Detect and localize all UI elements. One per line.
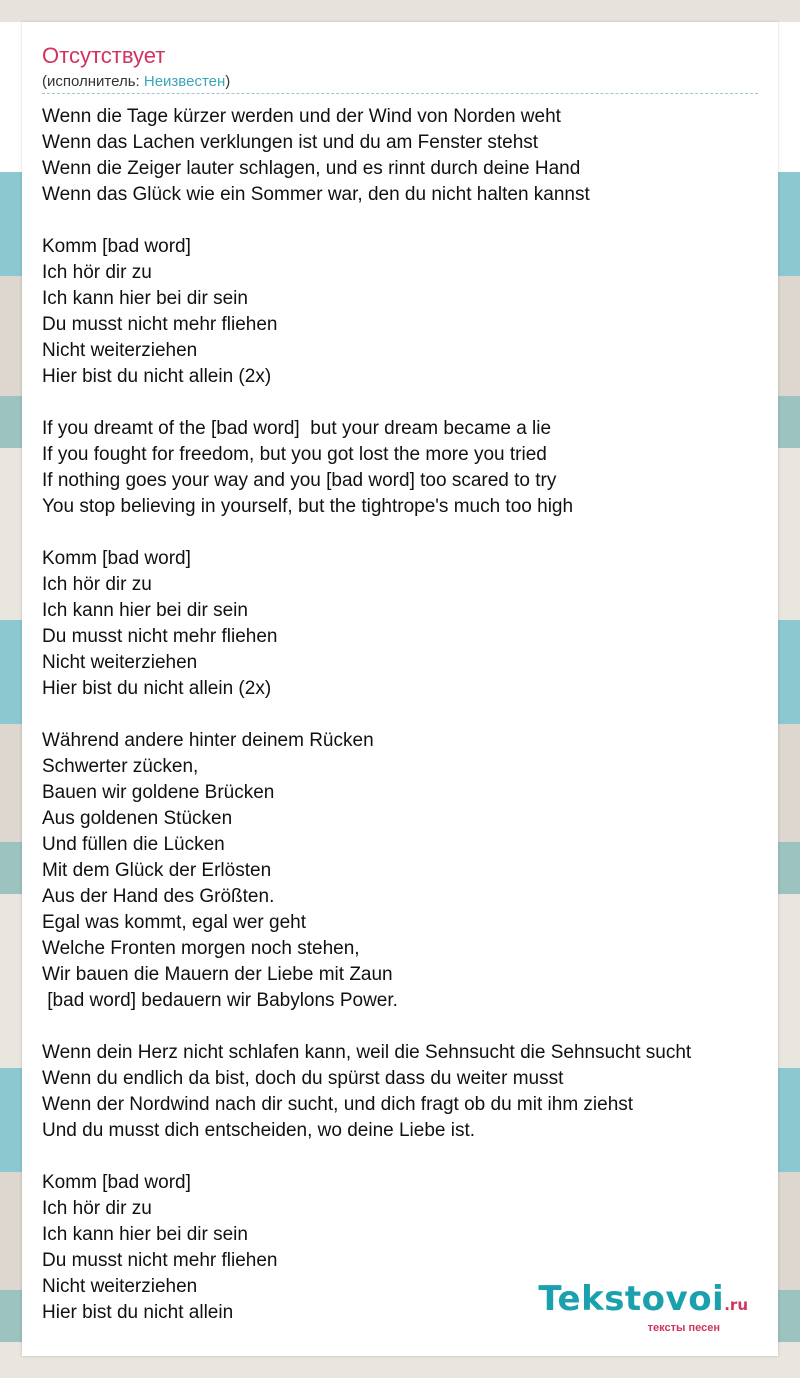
lyrics-line: Hier bist du nicht allein (42, 1302, 234, 1323)
lyrics-line: Wenn das Lachen verklungen ist und du am Fenster stehst (42, 132, 539, 153)
lyrics-line: Wenn der Nordwind nach dir sucht, und dich fragt ob du mit ihm ziehst (42, 1094, 634, 1115)
lyrics-line: Aus goldenen Stücken (42, 808, 233, 829)
lyrics-line: Du musst nicht mehr fliehen (42, 1250, 278, 1271)
lyrics-line: Hier bist du nicht allein (2x) (42, 366, 272, 387)
artist-suffix: ) (225, 73, 231, 90)
lyrics-line: Nicht weiterziehen (42, 340, 198, 361)
header-divider (42, 93, 758, 94)
lyrics-line: If nothing goes your way and you [bad word] too scared to try (42, 470, 557, 491)
lyrics-blank-line (42, 702, 762, 728)
lyrics-line: You stop believing in yourself, but the tightrope's much too high (42, 496, 574, 517)
lyrics-blank-line (42, 1144, 762, 1170)
lyrics-line: Schwerter zücken, (42, 756, 199, 777)
lyrics-line: Hier bist du nicht allein (2x) (42, 678, 272, 699)
logo-tagline: тексты песен (647, 1322, 720, 1334)
lyrics-line: Ich hör dir zu (42, 262, 152, 283)
artist-prefix: (исполнитель: (42, 73, 144, 90)
lyrics-line: Wenn die Zeiger lauter schlagen, und es rinnt durch deine Hand (42, 158, 581, 179)
lyrics-line: Wenn das Glück wie ein Sommer war, den du nicht halten kannst (42, 184, 590, 205)
logo-name: Tekstovoi (538, 1279, 725, 1319)
lyrics-line: [bad word] bedauern wir Babylons Power. (42, 990, 398, 1011)
artist-link[interactable]: Неизвестен (143, 73, 226, 90)
lyrics-line: Und füllen die Lücken (42, 834, 225, 855)
logo-tld: .ru (724, 1296, 748, 1314)
lyrics-line: Wenn dein Herz nicht schlafen kann, weil die Sehnsucht die Sehnsucht sucht (42, 1042, 692, 1063)
lyrics-body (42, 104, 762, 1326)
lyrics-line: Und du musst dich entscheiden, wo deine Liebe ist. (42, 1120, 476, 1141)
lyrics-blank-line (42, 208, 762, 234)
lyrics-line: Nicht weiterziehen (42, 652, 198, 673)
lyrics-line: Während andere hinter deinem Rücken (42, 730, 374, 751)
lyrics-line: Komm [bad word] (42, 1172, 191, 1193)
lyrics-line: Ich hör dir zu (42, 1198, 152, 1219)
lyrics-line: Wir bauen die Mauern der Liebe mit Zaun (42, 964, 393, 985)
lyrics-line: Egal was kommt, egal wer geht (42, 912, 307, 933)
lyrics-line: Wenn die Tage kürzer werden und der Wind von Norden weht (42, 106, 561, 127)
lyrics-line: Ich hör dir zu (42, 574, 152, 595)
lyrics-line: Komm [bad word] (42, 548, 191, 569)
lyrics-line: Nicht weiterziehen (42, 1276, 198, 1297)
lyrics-line: Bauen wir goldene Brücken (42, 782, 275, 803)
lyrics-line: Welche Fronten morgen noch stehen, (42, 938, 360, 959)
lyrics-line: If you fought for freedom, but you got lost the more you tried (42, 444, 547, 465)
lyrics-line: Mit dem Glück der Erlösten (42, 860, 272, 881)
song-title: Отсутствует (42, 43, 166, 68)
site-logo[interactable] (538, 1279, 748, 1334)
artist-line (42, 72, 230, 92)
lyrics-line: Aus der Hand des Größten. (42, 886, 275, 907)
lyrics-line: Ich kann hier bei dir sein (42, 288, 248, 309)
lyrics-line: Wenn du endlich da bist, doch du spürst dass du weiter musst (42, 1068, 564, 1089)
lyrics-line: Du musst nicht mehr fliehen (42, 626, 278, 647)
logo-wordmark (538, 1279, 748, 1322)
lyrics-line: Ich kann hier bei dir sein (42, 1224, 248, 1245)
lyrics-line: Du musst nicht mehr fliehen (42, 314, 278, 335)
lyrics-line: If you dreamt of the [bad word] but your dream became a lie (42, 418, 552, 439)
lyrics-card (22, 22, 778, 1356)
lyrics-blank-line (42, 520, 762, 546)
lyrics-line: Komm [bad word] (42, 236, 191, 257)
lyrics-blank-line (42, 390, 762, 416)
lyrics-blank-line (42, 1014, 762, 1040)
lyrics-line: Ich kann hier bei dir sein (42, 600, 248, 621)
